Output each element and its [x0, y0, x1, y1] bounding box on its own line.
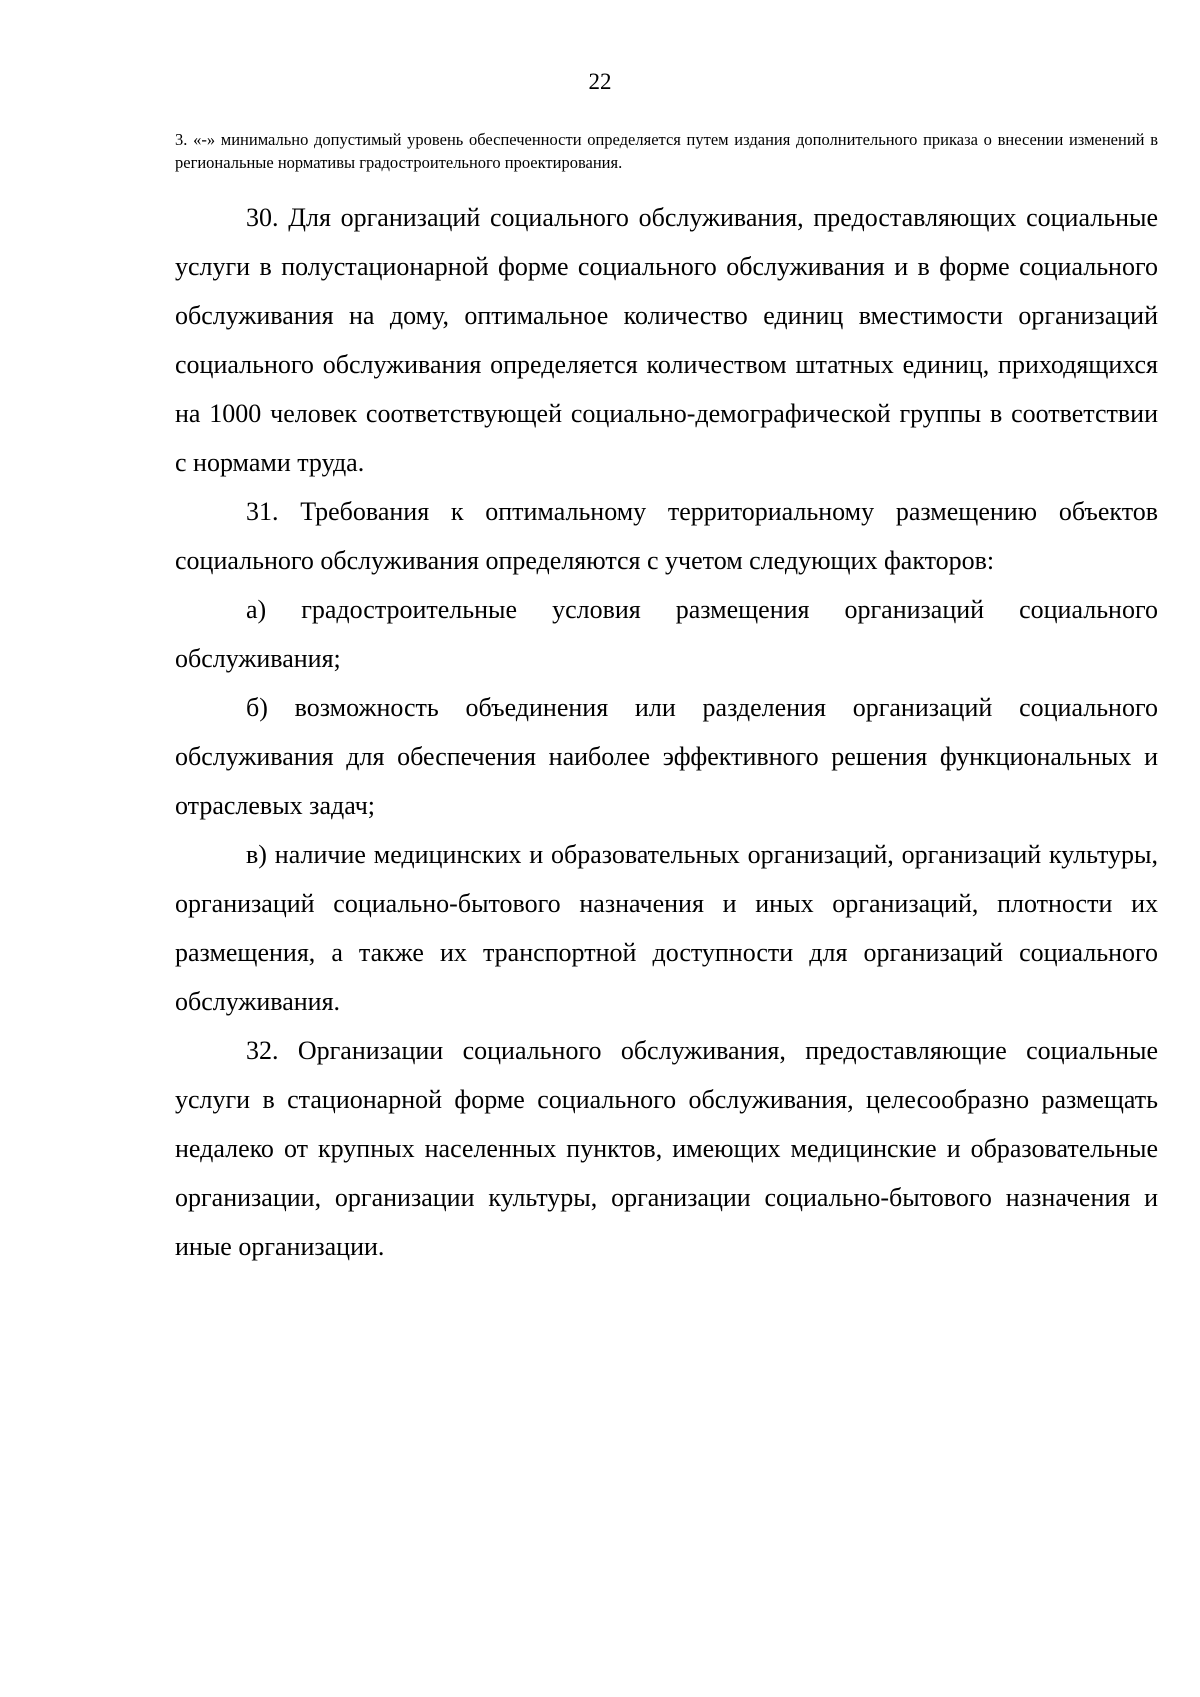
list-item-b: б) возможность объединения или разделения организаций социального обслуживания для обеспечения наиболее эффективного решения функциональных и отраслевых задач;: [175, 693, 1158, 820]
paragraph-30: 30. Для организаций социального обслуживания, предоставляющих социальные услуги в полустационарной форме социального обслуживания и в форме социального обслуживания на дому, оптимальное количество единиц вместимости организаций социального обслуживания определяется количеством штатных единиц, приходящихся на 1000 человек соответствующей социально-демографической группы в соответствии с нормами труда.: [175, 203, 1158, 477]
document-body: [175, 193, 1158, 1271]
paragraph-31: 31. Требования к оптимальному территориальному размещению объектов социального обслуживания определяются с учетом следующих факторов:: [175, 497, 1158, 575]
list-item-v: в) наличие медицинских и образовательных организаций, организаций культуры, организаций социально-бытового назначения и иных организаций, плотности их размещения, а также их транспортной доступности для организаций социального обслуживания.: [175, 840, 1158, 1016]
paragraph-32: 32. Организации социального обслуживания, предоставляющие социальные услуги в стационарной форме социального обслуживания, целесообразно размещать недалеко от крупных населенных пунктов, имеющих медицинские и образовательные организации, организации культуры, организации социально-бытового назначения и иные организации.: [175, 1036, 1158, 1261]
list-item-a: а) градостроительные условия размещения организаций социального обслуживания;: [175, 595, 1158, 673]
page-number: 22: [588, 69, 612, 94]
footnote: 3. «-» минимально допустимый уровень обеспеченности определяется путем издания дополнительного приказа о внесении изменений в региональные нормативы градостроительного проектирования.: [175, 130, 1158, 172]
